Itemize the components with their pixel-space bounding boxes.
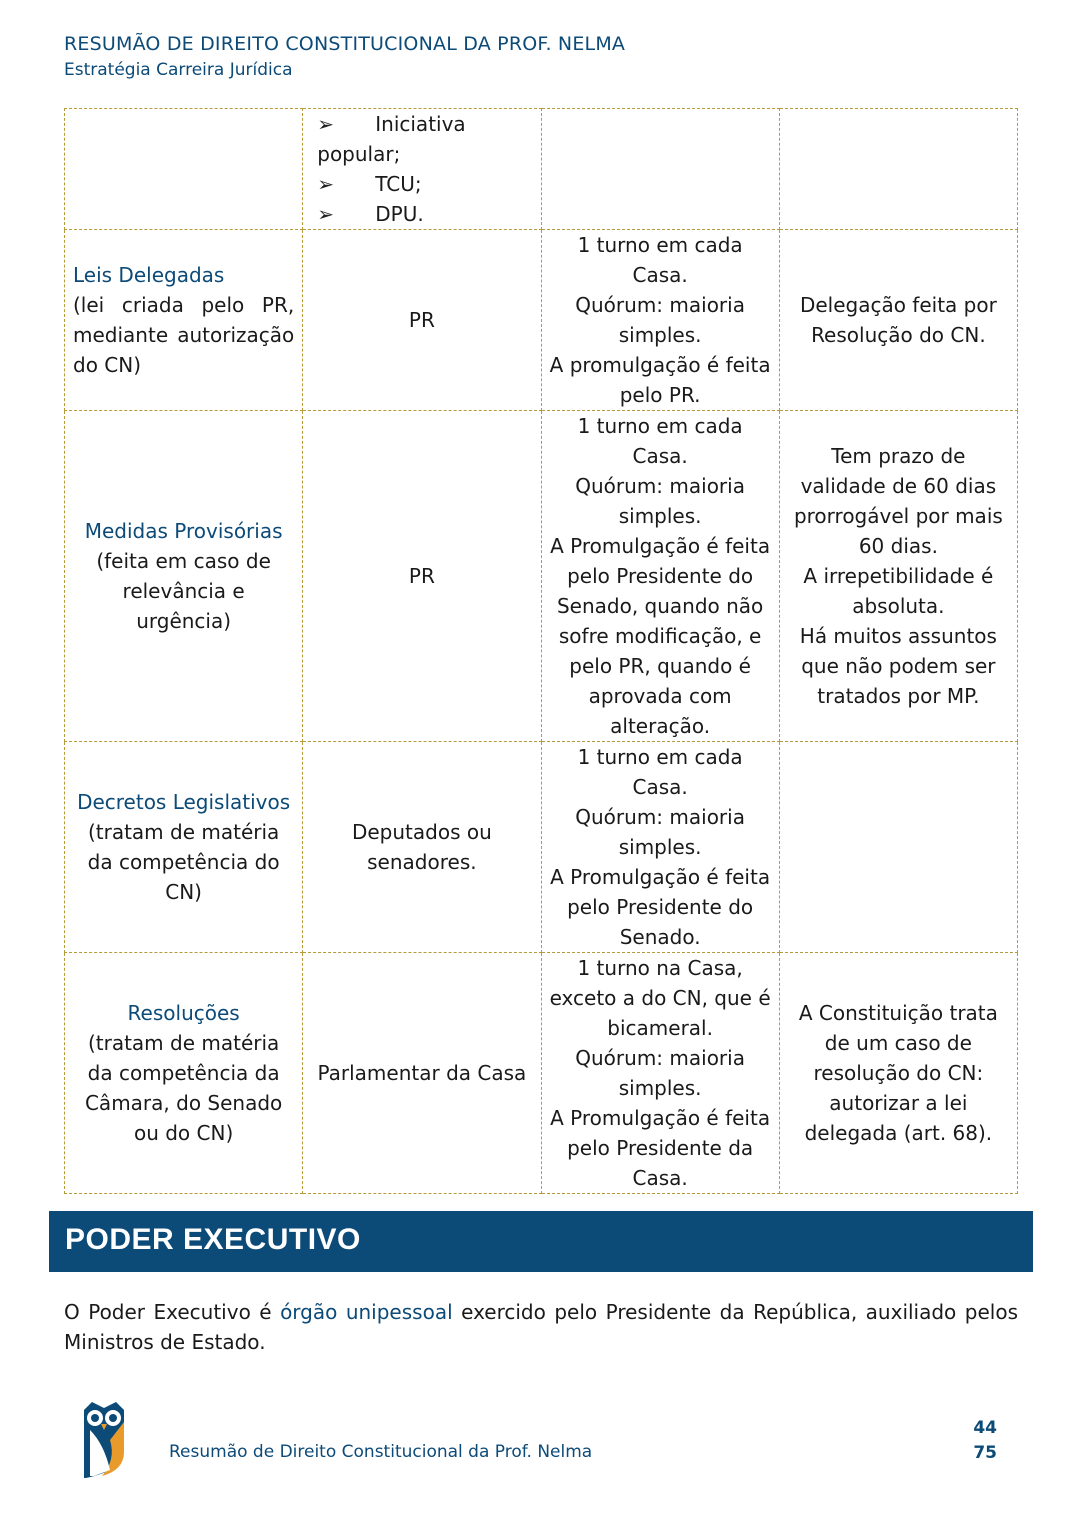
table-cell	[65, 109, 303, 230]
initiative-cell: PR	[303, 411, 541, 742]
legislative-types-table	[64, 108, 1018, 1194]
notes-cell	[779, 953, 1017, 1194]
procedure-text: Quórum: maioria simples.	[575, 1046, 745, 1100]
list-item	[317, 109, 532, 169]
initiative-cell: PR	[303, 230, 541, 411]
procedure-text: 1 turno em cada Casa.	[577, 414, 743, 468]
procedure-text: A Promulgação é feita pelo Presidente do Senado.	[550, 865, 771, 949]
procedure-text: 1 turno na Casa, exceto a do CN, que é bicameral.	[549, 956, 771, 1040]
procedure-cell	[541, 230, 779, 411]
paragraph-text: exercido pelo Presidente da República, auxiliado pelos Ministros de Estado.	[64, 1300, 1018, 1354]
notes-cell	[779, 742, 1017, 953]
list-item-text: DPU.	[375, 202, 424, 226]
arrow-bullet-icon: ➢	[317, 112, 335, 136]
total-pages: 75	[973, 1443, 997, 1463]
type-cell	[65, 953, 303, 1194]
table-cell	[541, 109, 779, 230]
list-item	[317, 199, 532, 229]
type-description: (lei criada pelo PR, mediante autorização do CN)	[73, 293, 295, 377]
section-title: PODER EXECUTIVO	[65, 1223, 361, 1256]
procedure-text: Quórum: maioria simples.	[575, 474, 745, 528]
procedure-text: Quórum: maioria simples.	[575, 805, 745, 859]
owl-logo-icon	[80, 1400, 128, 1480]
type-title: Decretos Legislativos	[77, 790, 291, 814]
procedure-cell	[541, 411, 779, 742]
type-description: (tratam de matéria da competência do CN)	[87, 820, 280, 904]
procedure-cell	[541, 742, 779, 953]
procedure-text: Quórum: maioria simples.	[575, 293, 745, 347]
notes-cell	[779, 411, 1017, 742]
notes-cell	[779, 230, 1017, 411]
procedure-text: 1 turno em cada Casa.	[577, 233, 743, 287]
procedure-cell	[541, 953, 779, 1194]
list-item	[317, 169, 532, 199]
body-paragraph	[64, 1297, 1018, 1357]
type-title: Leis Delegadas	[73, 263, 225, 287]
type-title: Resoluções	[127, 1001, 240, 1025]
header-title: RESUMÃO DE DIREITO CONSTITUCIONAL DA PROF. NELMA	[64, 33, 626, 55]
highlighted-term: órgão unipessoal	[280, 1300, 453, 1324]
procedure-text: A Promulgação é feita pelo Presidente da Casa.	[550, 1106, 771, 1190]
table-cell	[779, 109, 1017, 230]
notes-text: Delegação feita por Resolução do CN.	[799, 293, 997, 347]
notes-text: Tem prazo de validade de 60 dias prorrogável por mais 60 dias.	[793, 444, 1003, 558]
table-row	[65, 411, 1018, 742]
notes-text: A irrepetibilidade é absoluta.	[803, 564, 994, 618]
type-cell	[65, 742, 303, 953]
page-header	[64, 30, 625, 82]
table-row	[65, 953, 1018, 1194]
type-cell	[65, 230, 303, 411]
header-subtitle: Estratégia Carreira Jurídica	[64, 60, 293, 80]
notes-text: Há muitos assuntos que não podem ser tratados por MP.	[799, 624, 997, 708]
notes-text: A Constituição trata de um caso de resolução do CN: autorizar a lei delegada (art. 68).	[798, 1001, 998, 1145]
arrow-bullet-icon: ➢	[317, 172, 335, 196]
section-heading-bar	[49, 1211, 1033, 1272]
table-row	[65, 230, 1018, 411]
type-description: (feita em caso de relevância e urgência)	[96, 549, 271, 633]
type-description: (tratam de matéria da competência da Câmara, do Senado ou do CN)	[84, 1031, 283, 1145]
type-cell	[65, 411, 303, 742]
initiative-list-cell	[303, 109, 541, 230]
list-item-text: Iniciativa popular;	[317, 112, 466, 166]
current-page: 44	[973, 1418, 997, 1438]
page-number	[973, 1416, 997, 1466]
arrow-bullet-icon: ➢	[317, 202, 335, 226]
initiative-cell: Deputados ou senadores.	[303, 742, 541, 953]
table-row	[65, 109, 1018, 230]
initiative-cell: Parlamentar da Casa	[303, 953, 541, 1194]
procedure-text: 1 turno em cada Casa.	[577, 745, 743, 799]
table-row	[65, 742, 1018, 953]
paragraph-text: O Poder Executivo é	[64, 1300, 281, 1324]
list-item-text: TCU;	[375, 172, 422, 196]
procedure-text: A promulgação é feita pelo PR.	[549, 353, 771, 407]
procedure-text: A Promulgação é feita pelo Presidente do Senado, quando não sofre modificação, e pelo PR, quando é aprovada com alteração.	[550, 534, 771, 738]
type-title: Medidas Provisórias	[84, 519, 283, 543]
footer-title: Resumão de Direito Constitucional da Prof. Nelma	[169, 1442, 593, 1462]
